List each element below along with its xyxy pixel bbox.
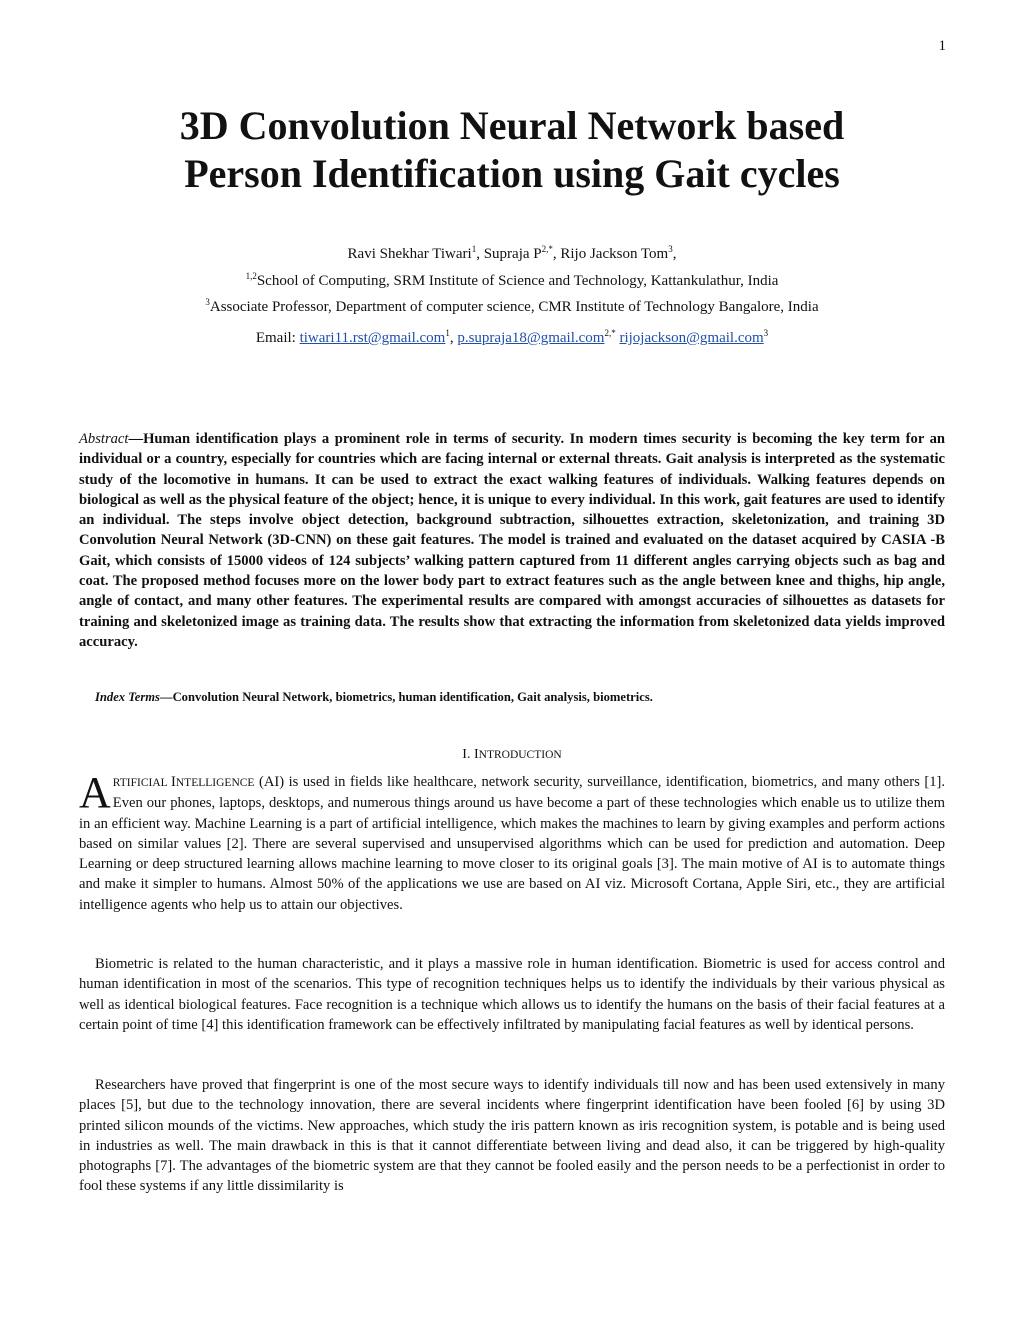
email-marker: 3 <box>763 328 769 338</box>
affiliation-2 <box>0 299 1024 316</box>
affiliation-1 <box>0 273 1024 290</box>
index-terms <box>95 690 945 705</box>
abstract <box>79 429 945 652</box>
drop-cap: A <box>79 768 111 817</box>
email-marker: 2,* <box>604 328 616 338</box>
affiliation-marker: 1,2 <box>245 271 257 281</box>
author-affil-marker: 1 <box>471 244 477 254</box>
title-line-1: 3D Convolution Neural Network based <box>179 103 845 148</box>
section-heading-introduction <box>0 747 1024 763</box>
lead-smallcaps: RTIFICIAL <box>112 777 171 789</box>
author-affil-marker: 2,* <box>541 244 553 254</box>
title-line-2: Person Identification using Gait cycles <box>184 151 840 196</box>
abstract-label: Abstract <box>79 431 129 447</box>
email-line: Email: tiwari11.rst@gmail.com$^1$, p.supraja18@gmail.com$^{2,*}$ rijojackson@gmail.com$^3$ <box>255 328 769 346</box>
affiliation-text: Associate Professor, Department of computer science, CMR Institute of Technology Bangalore, India <box>209 299 819 315</box>
author-name: Rijo Jackson Tom <box>560 246 669 262</box>
page-number: 1 <box>938 38 946 54</box>
section-title-initial: I <box>473 747 479 762</box>
lead-smallcaps: NTELLIGENCE <box>175 777 255 789</box>
affiliation-text: School of Computing, SRM Institute of Science and Technology, Kattankulathur, India <box>256 273 779 289</box>
paragraph-text: (AI) is used in fields like healthcare, network security, surveillance, identification, biometrics, and many others [1]. Even our phones, laptops, desktops, and numerous things around us have become a part of these technologies which enable us to utilize them in an efficient way. Machine Learning is a part of artificial intelligence, which makes the machines to learn by giving examples and perform actions based on similar values [2]. There are several supervised and unsupervised algorithms which can be used for prediction and automation. Deep Learning or deep structured learning allows machine learning to move closer to its original goals [3]. The main motive of AI is to automate things and make it simpler to humans. Almost 50% of the applications we use are based on AI viz. Microsoft Cortana, Apple Siri, etc., they are artificial intelligence agents who help us to attain our objectives. <box>79 774 945 913</box>
email-marker: 1 <box>445 328 450 338</box>
section-number: I. <box>462 747 471 762</box>
email-link-1[interactable]: tiwari11.rst@gmail.com <box>299 330 446 346</box>
author-name: Ravi Shekhar Tiwari <box>347 246 472 262</box>
intro-paragraph-1 <box>79 768 945 915</box>
lead-capital: I <box>171 774 176 790</box>
email-link-2[interactable]: p.supraja18@gmail.com <box>457 330 605 346</box>
index-terms-label: Index Terms <box>95 690 160 704</box>
email-link-3[interactable]: rijojackson@gmail.com <box>619 330 764 346</box>
abstract-text: —Human identification plays a prominent role in terms of security. In modern times security is becoming the key term for an individual or a country, especially for countries which are facing internal or external threats. Gait analysis is interpreted as the systematic study of the locomotive in humans. It can be used to extract the exact walking features of individuals. Walking features depends on biological as well as the physical feature of the object; hence, it is unique to every individual. In this work, gait features are used to identify an individual. The steps involve object detection, background subtraction, silhouettes extraction, skeletonization, and training 3D Convolution Neural Network (3D-CNN) on these gait features. The model is trained and evaluated on the dataset acquired by CASIA -B Gait, which consists of 15000 videos of 124 subjects’ walking pattern captured from 11 different angles carrying objects such as bag and coat. The proposed method focuses more on the lower body part to extract features such as the angle between knee and thighs, hip angle, angle of contact, and many other features. The experimental results are compared with amongst accuracies of silhouettes as datasets for training and skeletonized image as training data. The results show that extracting the information from skeletonized data yields improved accuracy. <box>79 431 945 650</box>
paper-title <box>0 102 1024 198</box>
author-list: Ravi Shekhar Tiwari$^1$, Supraja $P^{2,*}$, Rijo Jackson Tom$^3$, <box>347 244 677 262</box>
section-title-rest: NTRODUCTION <box>478 749 562 761</box>
author-name: Supraja P <box>483 246 542 262</box>
intro-paragraph-3: Researchers have proved that fingerprint is one of the most secure ways to identify individuals till now and has been used extensively in many places [5], but due to the technology innovation, there are several incidents where fingerprint identification have been fooled [6] by using 3D printed silicon mounds of the victims. New approaches, which study the iris pattern known as iris recognition system, is potable and is being used in industries as well. The main drawback in this is that it cannot differentiate between living and dead also, it can be triggered by high-quality photographs [7]. The advantages of the biometric system are that they cannot be fooled easily and the person needs to be a perfectionist in order to fool these systems if any little dissimilarity is <box>79 1077 945 1195</box>
author-affil-marker: 3 <box>668 244 673 254</box>
email-label: Email: <box>255 330 296 346</box>
index-terms-text: —Convolution Neural Network, biometrics, human identification, Gait analysis, biometrics. <box>159 690 653 704</box>
intro-paragraph-2: Biometric is related to the human characteristic, and it plays a massive role in human identification. Biometric is used for access control and human identification in most of the scenarios. This type of recognition techniques helps us to identify the individuals by their various physical as well as identical biological features. Face recognition is a technique which allows us to identify the humans on the basis of their facial features at a certain point of time [4] this identification framework can be effectively infiltrated by manipulating facial features as well by identical persons. <box>79 956 945 1033</box>
affiliation-marker: 3 <box>205 297 210 307</box>
